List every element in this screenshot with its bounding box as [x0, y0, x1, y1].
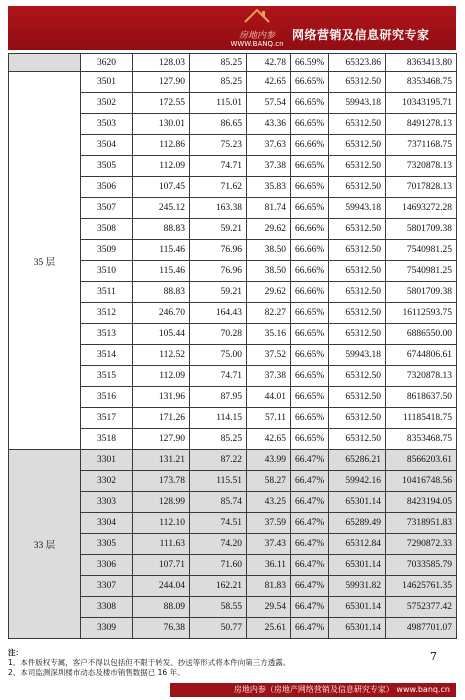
usage-rate: 66.65%	[291, 114, 329, 135]
shared-area: 81.83	[247, 576, 291, 597]
usable-area: 58.55	[190, 597, 247, 618]
shared-area: 37.38	[247, 366, 291, 387]
usable-area: 74.51	[190, 513, 247, 534]
usable-area: 115.01	[190, 93, 247, 114]
shared-area: 82.27	[247, 303, 291, 324]
usage-rate: 66.66%	[291, 261, 329, 282]
room-number: 3305	[81, 534, 133, 555]
shared-area: 36.11	[247, 555, 291, 576]
logo-url: WWW.BANQ.cn	[230, 40, 284, 48]
room-number: 3506	[81, 177, 133, 198]
usage-rate: 66.47%	[291, 450, 329, 471]
shared-area: 57.11	[247, 408, 291, 429]
table-body	[9, 54, 457, 639]
room-number: 3507	[81, 198, 133, 219]
shared-area: 42.65	[247, 429, 291, 450]
usage-rate: 66.47%	[291, 576, 329, 597]
notes-label: 注：	[8, 648, 23, 657]
building-area: 171.26	[133, 408, 190, 429]
note-line-2: 2、本司监测深圳楼市动态及楼市销售数据已 16 年。	[8, 668, 185, 677]
building-area: 88.83	[133, 282, 190, 303]
shared-area: 58.27	[247, 471, 291, 492]
unit-price: 65312.50	[329, 408, 386, 429]
unit-price: 59943.18	[329, 93, 386, 114]
room-number: 3510	[81, 261, 133, 282]
building-area: 115.46	[133, 240, 190, 261]
shared-area: 42.65	[247, 72, 291, 93]
building-area: 246.70	[133, 303, 190, 324]
room-number: 3515	[81, 366, 133, 387]
usable-area: 75.23	[190, 135, 247, 156]
room-number: 3620	[81, 54, 133, 72]
price-table	[8, 53, 457, 639]
total-price: 6886550.00	[386, 324, 457, 345]
page-number: 7	[430, 650, 437, 663]
building-area: 105.44	[133, 324, 190, 345]
room-number: 3512	[81, 303, 133, 324]
unit-price: 65312.50	[329, 366, 386, 387]
header-title: 网络营销及信息研究专家	[292, 28, 430, 42]
note-line-1: 1、本件版权专属，客户不得以包括但不限于转发、抄送等形式将本件向第三方透露。	[8, 658, 291, 667]
building-area: 128.99	[133, 492, 190, 513]
usage-rate: 66.65%	[291, 366, 329, 387]
shared-area: 37.59	[247, 513, 291, 534]
unit-price: 65312.50	[329, 135, 386, 156]
usage-rate: 66.65%	[291, 429, 329, 450]
building-area: 112.09	[133, 366, 190, 387]
shared-area: 43.36	[247, 114, 291, 135]
unit-price: 65301.14	[329, 492, 386, 513]
room-number: 3309	[81, 618, 133, 639]
total-price: 7371168.75	[386, 135, 457, 156]
building-area: 128.03	[133, 54, 190, 72]
usable-area: 163.38	[190, 198, 247, 219]
unit-price: 65312.50	[329, 114, 386, 135]
room-number: 3513	[81, 324, 133, 345]
total-price: 14693272.28	[386, 198, 457, 219]
usage-rate: 66.65%	[291, 324, 329, 345]
room-number: 3504	[81, 135, 133, 156]
total-price: 7320878.13	[386, 156, 457, 177]
unit-price: 65312.50	[329, 261, 386, 282]
unit-price: 65312.50	[329, 240, 386, 261]
usage-rate: 66.65%	[291, 408, 329, 429]
usage-rate: 66.59%	[291, 54, 329, 72]
room-number: 3505	[81, 156, 133, 177]
usable-area: 76.96	[190, 240, 247, 261]
unit-price: 65323.86	[329, 54, 386, 72]
floor-label: 35 层	[9, 72, 81, 450]
building-area: 112.86	[133, 135, 190, 156]
shared-area: 37.38	[247, 156, 291, 177]
room-number: 3509	[81, 240, 133, 261]
usage-rate: 66.66%	[291, 240, 329, 261]
total-price: 8423194.05	[386, 492, 457, 513]
usable-area: 59.21	[190, 282, 247, 303]
total-price: 8353468.75	[386, 72, 457, 93]
shared-area: 37.63	[247, 135, 291, 156]
total-price: 5801709.38	[386, 282, 457, 303]
shared-area: 38.50	[247, 240, 291, 261]
usable-area: 162.21	[190, 576, 247, 597]
usage-rate: 66.65%	[291, 198, 329, 219]
shared-area: 25.61	[247, 618, 291, 639]
unit-price: 65312.50	[329, 219, 386, 240]
logo	[222, 8, 292, 48]
table-row	[9, 54, 457, 72]
total-price: 8491278.13	[386, 114, 457, 135]
usable-area: 86.65	[190, 114, 247, 135]
building-area: 127.90	[133, 72, 190, 93]
building-area: 173.78	[133, 471, 190, 492]
total-price: 8618637.50	[386, 387, 457, 408]
room-number: 3302	[81, 471, 133, 492]
building-area: 115.46	[133, 261, 190, 282]
building-area: 172.55	[133, 93, 190, 114]
unit-price: 65301.14	[329, 555, 386, 576]
usage-rate: 66.65%	[291, 93, 329, 114]
usable-area: 71.60	[190, 555, 247, 576]
usable-area: 71.62	[190, 177, 247, 198]
total-price: 8566203.61	[386, 450, 457, 471]
room-number: 3301	[81, 450, 133, 471]
shared-area: 42.78	[247, 54, 291, 72]
usable-area: 74.71	[190, 366, 247, 387]
room-number: 3517	[81, 408, 133, 429]
unit-price: 59943.18	[329, 198, 386, 219]
unit-price: 65312.84	[329, 534, 386, 555]
shared-area: 81.74	[247, 198, 291, 219]
usage-rate: 66.66%	[291, 282, 329, 303]
usable-area: 74.71	[190, 156, 247, 177]
unit-price: 65312.50	[329, 282, 386, 303]
total-price: 7290872.33	[386, 534, 457, 555]
page-footer: 房地内参（房地产网络营销及信息研究专家） www.banq.cn	[170, 683, 456, 697]
usage-rate: 66.47%	[291, 492, 329, 513]
unit-price: 65286.21	[329, 450, 386, 471]
shared-area: 37.43	[247, 534, 291, 555]
building-area: 111.63	[133, 534, 190, 555]
unit-price: 65301.14	[329, 618, 386, 639]
room-number: 3307	[81, 576, 133, 597]
total-price: 5752377.42	[386, 597, 457, 618]
usable-area: 85.25	[190, 72, 247, 93]
usable-area: 74.20	[190, 534, 247, 555]
usage-rate: 66.47%	[291, 513, 329, 534]
total-price: 7540981.25	[386, 240, 457, 261]
total-price: 8363413.80	[386, 54, 457, 72]
shared-area: 35.83	[247, 177, 291, 198]
total-price: 7318951.83	[386, 513, 457, 534]
unit-price: 59942.16	[329, 471, 386, 492]
building-area: 244.04	[133, 576, 190, 597]
building-area: 245.12	[133, 198, 190, 219]
usable-area: 59.21	[190, 219, 247, 240]
room-number: 3511	[81, 282, 133, 303]
shared-area: 57.54	[247, 93, 291, 114]
shared-area: 43.99	[247, 450, 291, 471]
page-header	[0, 0, 465, 56]
unit-price: 65312.50	[329, 324, 386, 345]
usable-area: 85.74	[190, 492, 247, 513]
unit-price: 65312.50	[329, 387, 386, 408]
room-number: 3516	[81, 387, 133, 408]
total-price: 7320878.13	[386, 366, 457, 387]
building-area: 112.10	[133, 513, 190, 534]
total-price: 5801709.38	[386, 219, 457, 240]
usable-area: 115.51	[190, 471, 247, 492]
total-price: 4987701.07	[386, 618, 457, 639]
building-area: 112.52	[133, 345, 190, 366]
table-row	[9, 72, 457, 93]
building-area: 107.45	[133, 177, 190, 198]
logo-text: 房地内参	[238, 31, 275, 41]
usable-area: 50.77	[190, 618, 247, 639]
house-roof-icon	[244, 8, 270, 24]
unit-price: 65301.14	[329, 597, 386, 618]
shared-area: 37.52	[247, 345, 291, 366]
room-number: 3514	[81, 345, 133, 366]
shared-area: 29.54	[247, 597, 291, 618]
building-area: 127.90	[133, 429, 190, 450]
usable-area: 87.22	[190, 450, 247, 471]
room-number: 3501	[81, 72, 133, 93]
usage-rate: 66.66%	[291, 135, 329, 156]
usage-rate: 66.66%	[291, 219, 329, 240]
room-number: 3306	[81, 555, 133, 576]
usage-rate: 66.65%	[291, 156, 329, 177]
building-area: 107.71	[133, 555, 190, 576]
usage-rate: 66.65%	[291, 72, 329, 93]
notes	[8, 648, 456, 678]
building-area: 88.83	[133, 219, 190, 240]
usable-area: 70.28	[190, 324, 247, 345]
unit-price: 59931.82	[329, 576, 386, 597]
usable-area: 114.15	[190, 408, 247, 429]
shared-area: 35.16	[247, 324, 291, 345]
usage-rate: 66.65%	[291, 303, 329, 324]
unit-price: 65312.50	[329, 156, 386, 177]
total-price: 10416748.56	[386, 471, 457, 492]
usage-rate: 66.65%	[291, 345, 329, 366]
room-number: 3308	[81, 597, 133, 618]
building-area: 131.96	[133, 387, 190, 408]
room-number: 3508	[81, 219, 133, 240]
total-price: 14625761.35	[386, 576, 457, 597]
building-area: 112.09	[133, 156, 190, 177]
usage-rate: 66.65%	[291, 177, 329, 198]
total-price: 16112593.75	[386, 303, 457, 324]
usable-area: 87.95	[190, 387, 247, 408]
usage-rate: 66.47%	[291, 471, 329, 492]
usable-area: 164.43	[190, 303, 247, 324]
usable-area: 76.96	[190, 261, 247, 282]
shared-area: 44.01	[247, 387, 291, 408]
unit-price: 59943.18	[329, 345, 386, 366]
total-price: 7033585.79	[386, 555, 457, 576]
unit-price: 65312.50	[329, 429, 386, 450]
shared-area: 29.62	[247, 219, 291, 240]
usage-rate: 66.47%	[291, 597, 329, 618]
room-number: 3503	[81, 114, 133, 135]
building-area: 130.01	[133, 114, 190, 135]
room-number: 3502	[81, 93, 133, 114]
usage-rate: 66.47%	[291, 555, 329, 576]
building-area: 76.38	[133, 618, 190, 639]
shared-area: 38.50	[247, 261, 291, 282]
room-number: 3518	[81, 429, 133, 450]
total-price: 7540981.25	[386, 261, 457, 282]
usable-area: 85.25	[190, 54, 247, 72]
floor-label: 33 层	[9, 450, 81, 639]
unit-price: 65312.50	[329, 303, 386, 324]
unit-price: 65289.49	[329, 513, 386, 534]
shared-area: 29.62	[247, 282, 291, 303]
room-number: 3304	[81, 513, 133, 534]
usable-area: 75.00	[190, 345, 247, 366]
total-price: 10343195.71	[386, 93, 457, 114]
table-row	[9, 450, 457, 471]
shared-area: 43.25	[247, 492, 291, 513]
total-price: 7017828.13	[386, 177, 457, 198]
usable-area: 85.25	[190, 429, 247, 450]
building-area: 88.09	[133, 597, 190, 618]
room-number: 3303	[81, 492, 133, 513]
building-area: 131.21	[133, 450, 190, 471]
total-price: 8353468.75	[386, 429, 457, 450]
unit-price: 65312.50	[329, 72, 386, 93]
usage-rate: 66.65%	[291, 387, 329, 408]
usage-rate: 66.47%	[291, 534, 329, 555]
unit-price: 65312.50	[329, 177, 386, 198]
total-price: 11185418.75	[386, 408, 457, 429]
usage-rate: 66.47%	[291, 618, 329, 639]
total-price: 6744806.61	[386, 345, 457, 366]
floor-label	[9, 54, 81, 72]
